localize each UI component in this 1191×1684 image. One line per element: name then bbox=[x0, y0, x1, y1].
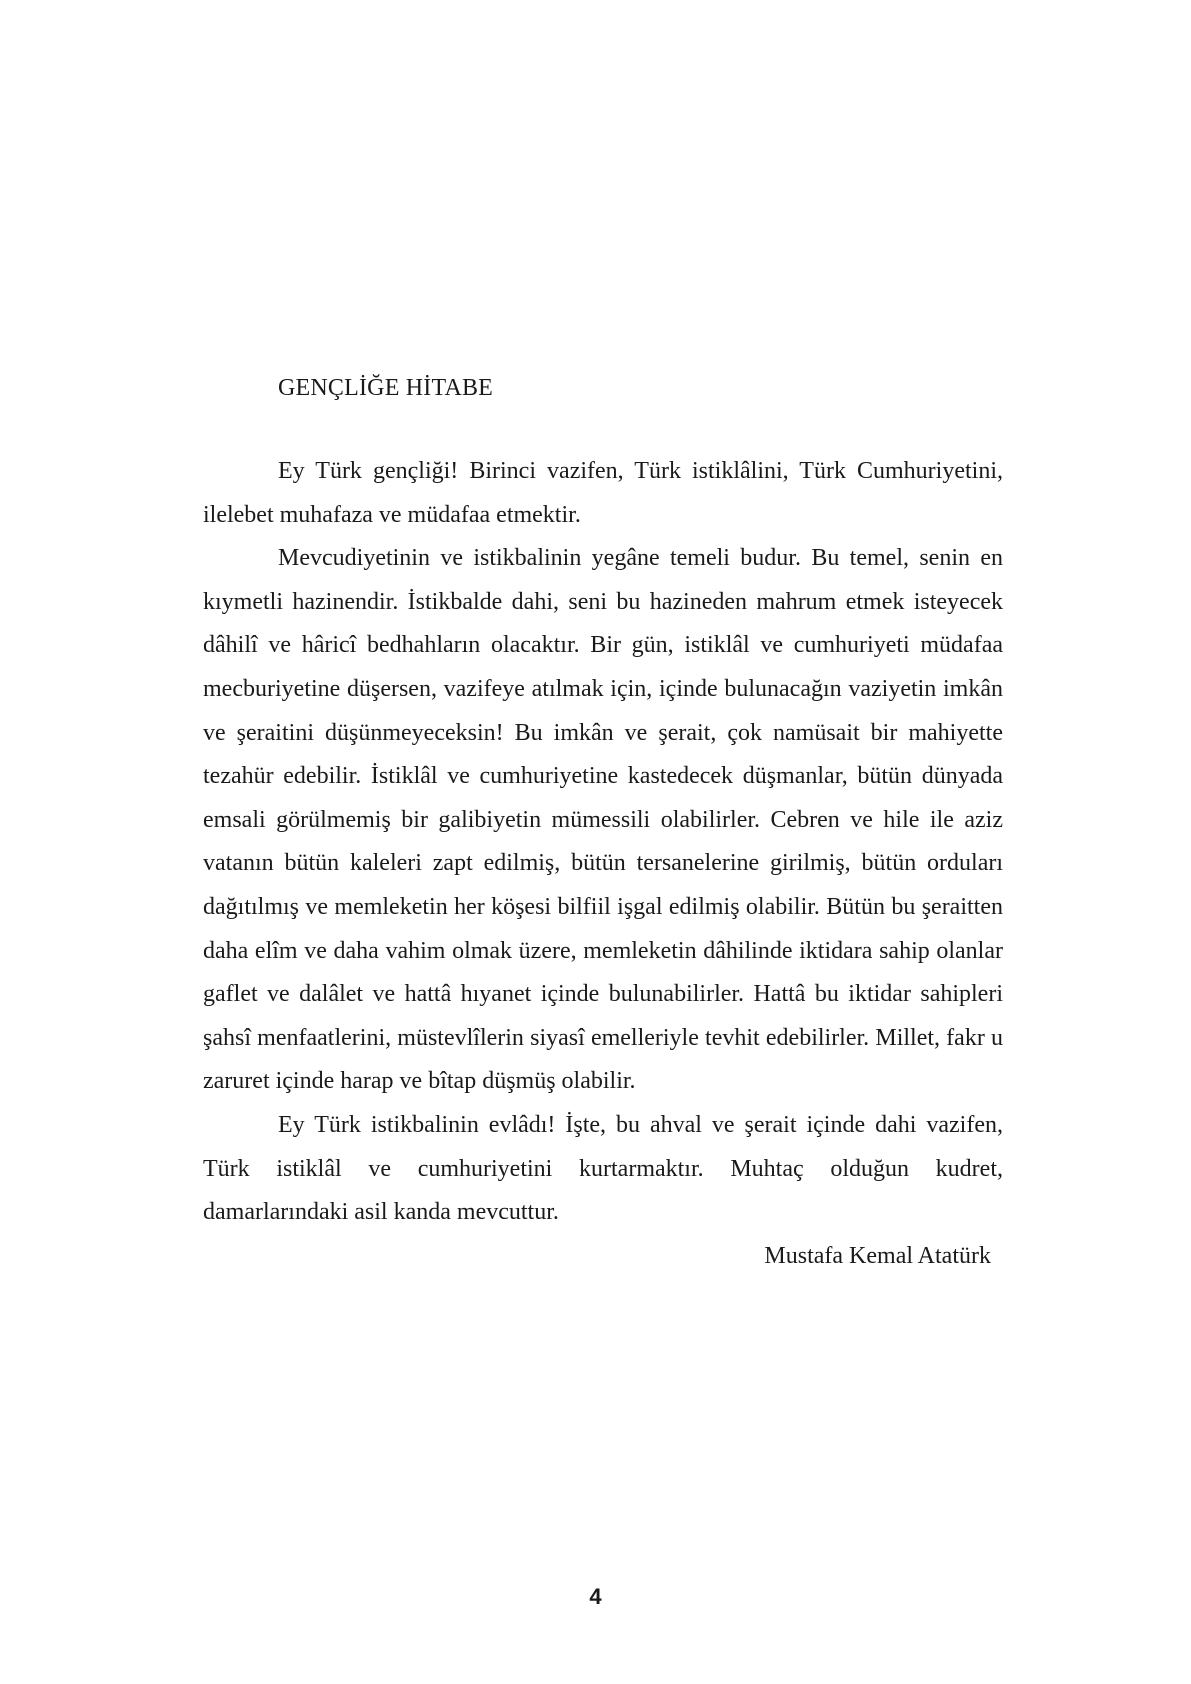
paragraph-1: Ey Türk gençliği! Birinci vazifen, Türk istiklâlini, Türk Cumhuriyetini, ilelebet muhafaza ve müdafaa etmektir. bbox=[203, 458, 1003, 528]
page-title: GENÇLİĞE HİTABE bbox=[278, 375, 494, 401]
paragraph-3: Ey Türk istikbalinin evlâdı! İşte, bu ahval ve şerait içinde dahi vazifen, Türk istiklâl ve cumhuriyetini kurtarmaktır. Muhtaç olduğun kudret, damarlarındaki asil kanda mevcuttur. bbox=[203, 1111, 1003, 1226]
page-number: 4 bbox=[589, 1584, 602, 1609]
document-body bbox=[203, 450, 1003, 1278]
paragraph-2: Mevcudiyetinin ve istikbalinin yegâne temeli budur. Bu temel, senin en kıymetli hazinendir. İstikbalde dahi, seni bu hazineden mahrum etmek isteyecek dâhilî ve hâricî bedhahların olacaktır. Bir gün, istiklâl ve cumhuriyeti müdafaa mecburiyetine düşersen, vazifeye atılmak için, içinde bulunacağın vaziyetin imkân ve şeraitini düşünmeyeceksin! Bu imkân ve şerait, çok namüsait bir mahiyette tezahür edebilir. İstiklâl ve cumhuriyetine kastedecek düşmanlar, bütün dünyada emsali görülmemiş bir galibiyetin mümessili olabilirler. Cebren ve hile ile aziz vatanın bütün kaleleri zapt edilmiş, bütün tersanelerine girilmiş, bütün orduları dağıtılmış ve memleketin her köşesi bilfiil işgal edilmiş olabilir. Bütün bu şeraitten daha elîm ve daha vahim olmak üzere, memleketin dâhilinde iktidara sahip olanlar gaflet ve dalâlet ve hattâ hıyanet içinde bulunabilirler. Hattâ bu iktidar sahipleri şahsî menfaatlerini, müstevlîlerin siyasî emelleriyle tevhit edebilirler. Millet, fakr u zaruret içinde harap ve bîtap düşmüş olabilir. bbox=[203, 545, 1003, 1095]
signature: Mustafa Kemal Atatürk bbox=[764, 1242, 991, 1269]
document-content bbox=[203, 366, 1003, 1278]
